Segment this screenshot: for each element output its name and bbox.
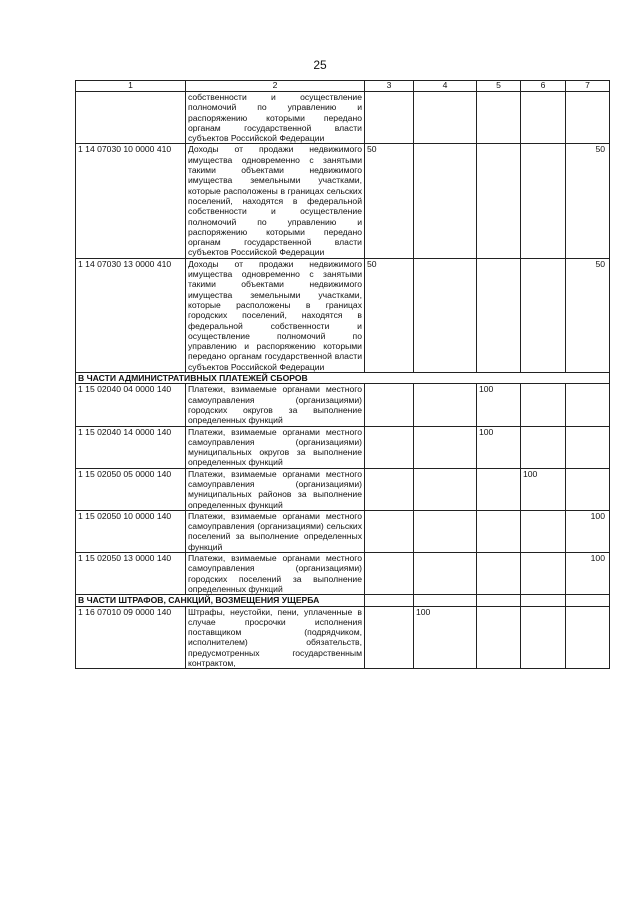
description-cell: собственности и осуществление полномочий по управлению и распоряжению которыми передано органам государственной власти субъектов Российской Федерации	[186, 92, 365, 144]
code-cell: 1 15 02040 14 0000 140	[76, 426, 186, 468]
section-header-row	[76, 595, 610, 606]
value-cell: 100	[414, 606, 477, 669]
table-row	[76, 468, 610, 510]
value-cell	[414, 510, 477, 552]
empty-cell	[477, 595, 521, 606]
table-row	[76, 384, 610, 426]
value-cell: 100	[521, 468, 566, 510]
column-header: 6	[521, 81, 566, 92]
code-cell: 1 15 02040 04 0000 140	[76, 384, 186, 426]
code-cell: 1 15 02050 13 0000 140	[76, 553, 186, 595]
description-cell: Доходы от продажи недвижимого имущества одновременно с занятыми такими объектами недвижимого имущества земельными участками, которые расположены в границах городских поселений, находятся в федеральной собственности и осуществление полномочий по управлению и распоряжению которыми передано органам государственной власти субъектов Российской Федерации	[186, 258, 365, 372]
code-cell: 1 16 07010 09 0000 140	[76, 606, 186, 669]
value-cell	[477, 144, 521, 258]
value-cell	[365, 468, 414, 510]
value-cell	[365, 606, 414, 669]
value-cell	[521, 92, 566, 144]
code-cell: 1 14 07030 10 0000 410	[76, 144, 186, 258]
value-cell	[414, 384, 477, 426]
code-cell: 1 15 02050 05 0000 140	[76, 468, 186, 510]
value-cell	[566, 92, 610, 144]
value-cell	[414, 144, 477, 258]
value-cell	[477, 553, 521, 595]
value-cell	[521, 384, 566, 426]
description-cell: Платежи, взимаемые органами местного самоуправления (организациями) городских округов за выполнение определенных функций	[186, 384, 365, 426]
column-header: 5	[477, 81, 521, 92]
code-cell: 1 15 02050 10 0000 140	[76, 510, 186, 552]
value-cell	[414, 92, 477, 144]
table-row	[76, 510, 610, 552]
value-cell	[365, 426, 414, 468]
value-cell: 100	[566, 553, 610, 595]
value-cell	[365, 384, 414, 426]
value-cell	[414, 258, 477, 372]
section-title-admin-fees: В ЧАСТИ АДМИНИСТРАТИВНЫХ ПЛАТЕЖЕЙ СБОРОВ	[76, 373, 610, 384]
value-cell: 100	[477, 426, 521, 468]
value-cell	[521, 510, 566, 552]
description-cell: Платежи, взимаемые органами местного самоуправления (организациями) городских поселений за выполнение определенных функций	[186, 553, 365, 595]
description-cell: Доходы от продажи недвижимого имущества одновременно с занятыми такими объектами недвижимого имущества земельными участками, которые расположены в границах сельских поселений, находятся в федеральной собственности и осуществление полномочий по управлению и распоряжению которыми передано органам государственной власти субъектов Российской Федерации	[186, 144, 365, 258]
revenue-distribution-table	[75, 80, 610, 669]
description-cell: Платежи, взимаемые органами местного самоуправления (организациями) муниципальных округов за выполнение определенных функций	[186, 426, 365, 468]
value-cell	[414, 426, 477, 468]
value-cell: 50	[365, 144, 414, 258]
value-cell	[477, 258, 521, 372]
code-cell	[76, 92, 186, 144]
table-row	[76, 258, 610, 372]
column-header-row	[76, 81, 610, 92]
table-row	[76, 553, 610, 595]
code-cell: 1 14 07030 13 0000 410	[76, 258, 186, 372]
value-cell	[521, 258, 566, 372]
value-cell	[521, 144, 566, 258]
value-cell: 100	[566, 510, 610, 552]
description-cell: Штрафы, неустойки, пени, уплаченные в случае просрочки исполнения поставщиком (подрядчиком, исполнителем) обязательств, предусмотренных государственным контрактом,	[186, 606, 365, 669]
value-cell	[414, 468, 477, 510]
value-cell	[521, 553, 566, 595]
value-cell	[365, 553, 414, 595]
value-cell	[365, 510, 414, 552]
table-row	[76, 144, 610, 258]
value-cell	[521, 426, 566, 468]
value-cell	[477, 510, 521, 552]
value-cell: 100	[477, 384, 521, 426]
value-cell	[477, 468, 521, 510]
empty-cell	[521, 595, 566, 606]
value-cell	[521, 606, 566, 669]
value-cell	[566, 384, 610, 426]
page-number: 25	[313, 58, 327, 72]
section-header-row	[76, 373, 610, 384]
column-header: 3	[365, 81, 414, 92]
value-cell	[566, 426, 610, 468]
empty-cell	[365, 595, 414, 606]
value-cell: 50	[566, 258, 610, 372]
description-cell: Платежи, взимаемые органами местного самоуправления (организациями) муниципальных районов за выполнение определенных функций	[186, 468, 365, 510]
table-row	[76, 92, 610, 144]
section-title-fines: В ЧАСТИ ШТРАФОВ, САНКЦИЙ, ВОЗМЕЩЕНИЯ УЩЕРБА	[76, 595, 365, 606]
column-header: 1	[76, 81, 186, 92]
column-header: 2	[186, 81, 365, 92]
value-cell	[477, 606, 521, 669]
value-cell	[414, 553, 477, 595]
description-cell: Платежи, взимаемые органами местного самоуправления (организациями) сельских поселений за выполнение определенных функций	[186, 510, 365, 552]
value-cell	[365, 92, 414, 144]
value-cell	[566, 468, 610, 510]
empty-cell	[414, 595, 477, 606]
column-header: 4	[414, 81, 477, 92]
value-cell	[566, 606, 610, 669]
value-cell: 50	[566, 144, 610, 258]
value-cell: 50	[365, 258, 414, 372]
table-row	[76, 606, 610, 669]
value-cell	[477, 92, 521, 144]
table-row	[76, 426, 610, 468]
column-header: 7	[566, 81, 610, 92]
empty-cell	[566, 595, 610, 606]
